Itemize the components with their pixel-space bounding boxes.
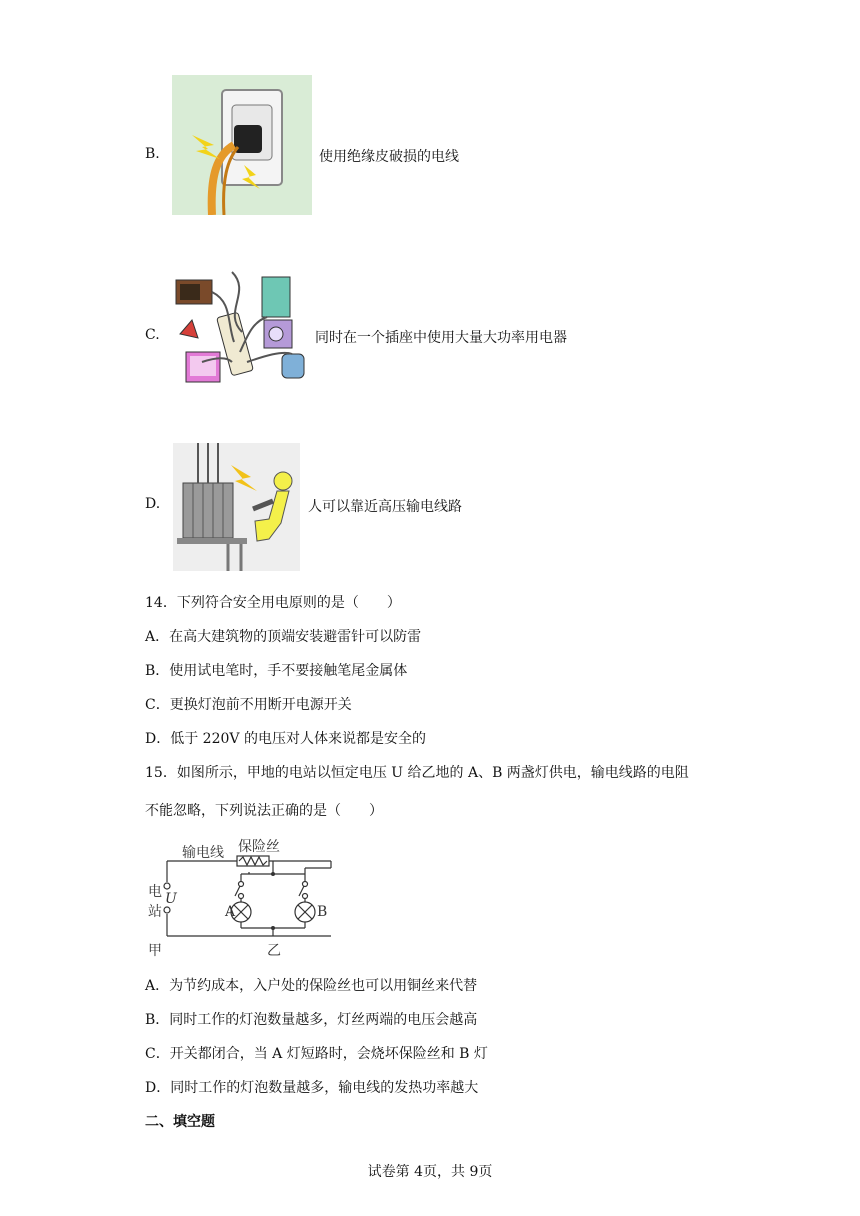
option-c-text: 同时在一个插座中使用大量大功率用电器 — [315, 330, 567, 346]
high-voltage-person-icon — [173, 443, 300, 571]
damaged-wire-socket-icon — [172, 75, 312, 215]
q14-option-b: B．使用试电笔时，手不要接触笔尾金属体 — [145, 663, 408, 679]
section-heading: 二、填空题 — [145, 1114, 215, 1130]
voltage-label: U — [165, 891, 177, 907]
lamp-b-label: B — [317, 904, 328, 920]
option-b-letter: B. — [145, 146, 160, 162]
q15-stem-line2: 不能忽略，下列说法正确的是（ ） — [145, 803, 383, 819]
place-yi-label: 乙 — [267, 943, 281, 959]
station-label-2: 站 — [148, 904, 162, 920]
circuit-diagram — [145, 834, 345, 964]
option-c-letter: C. — [145, 327, 160, 343]
overloaded-power-strip-icon — [172, 262, 312, 394]
q15-option-b: B．同时工作的灯泡数量越多，灯丝两端的电压会越高 — [145, 1012, 478, 1028]
q14-option-d: D．低于 220V 的电压对人体来说都是安全的 — [145, 731, 426, 747]
q14-option-c: C．更换灯泡前不用断开电源开关 — [145, 697, 352, 713]
option-b-text: 使用绝缘皮破损的电线 — [319, 149, 459, 165]
q15-option-c: C．开关都闭合，当 A 灯短路时，会烧坏保险丝和 B 灯 — [145, 1046, 488, 1062]
q15-option-a: A．为节约成本，入户处的保险丝也可以用铜丝来代替 — [145, 978, 478, 994]
station-label-1: 电 — [148, 884, 162, 900]
option-d-text: 人可以靠近高压输电线路 — [308, 499, 462, 515]
q15-option-d: D．同时工作的灯泡数量越多，输电线的发热功率越大 — [145, 1080, 479, 1096]
lamp-a-label: A — [225, 904, 236, 920]
wire-label: 输电线 — [182, 845, 224, 861]
option-d-letter: D. — [145, 496, 161, 512]
page-footer: 试卷第 4页，共 9页 — [367, 1164, 493, 1180]
fuse-label: 保险丝 — [238, 839, 280, 855]
q14-stem: 14．下列符合安全用电原则的是（ ） — [145, 595, 401, 611]
q14-option-a: A．在高大建筑物的顶端安装避雷针可以防雷 — [145, 629, 422, 645]
q15-stem-line1: 15．如图所示，甲地的电站以恒定电压 U 给乙地的 A、B 两盏灯供电，输电线路的电阻 — [145, 765, 689, 781]
place-jia-label: 甲 — [148, 943, 162, 959]
